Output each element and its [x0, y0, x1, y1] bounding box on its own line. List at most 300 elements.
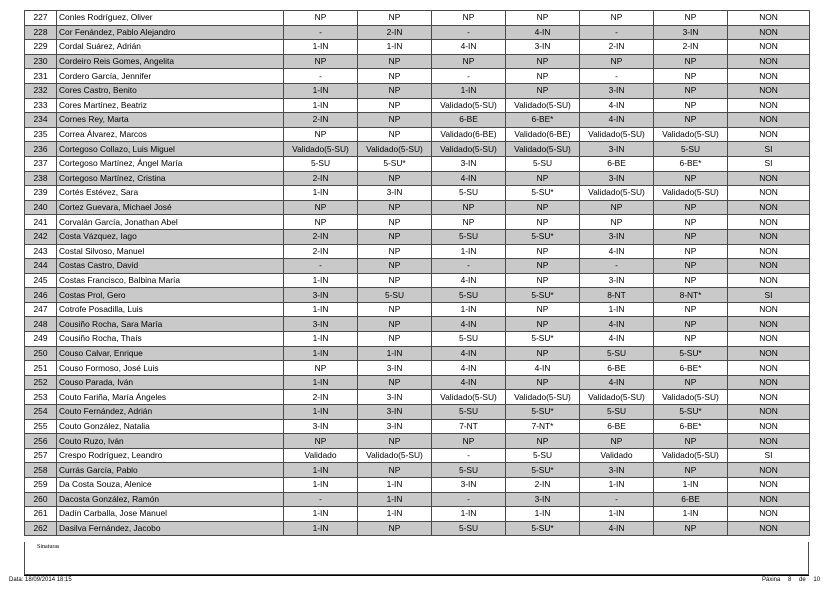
- table-row: [25, 419, 810, 434]
- grade-cell-5: Validado(5-SU): [580, 127, 654, 142]
- final-status-cell: NON: [728, 302, 810, 317]
- row-number: 262: [25, 521, 57, 536]
- footer-divider: [24, 575, 809, 576]
- grade-cell-2: 3-IN: [358, 419, 432, 434]
- final-status-cell: NON: [728, 25, 810, 40]
- student-name: Cortegoso Martínez, Cristina: [57, 171, 284, 186]
- row-number: 238: [25, 171, 57, 186]
- grade-cell-2: 5-SU: [358, 288, 432, 303]
- grade-cell-5: Validado: [580, 448, 654, 463]
- grade-cell-2: NP: [358, 463, 432, 478]
- grade-cell-4: Validado(6-BE): [506, 127, 580, 142]
- grade-cell-2: NP: [358, 521, 432, 536]
- grade-cell-2: 3-IN: [358, 405, 432, 420]
- grade-cell-4: 5-SU: [506, 156, 580, 171]
- grade-cell-6: 5-SU*: [654, 346, 728, 361]
- table-row: [25, 434, 810, 449]
- row-number: 252: [25, 375, 57, 390]
- grade-cell-1: 5-SU: [284, 156, 358, 171]
- final-status-cell: SI: [728, 288, 810, 303]
- final-status-cell: NON: [728, 69, 810, 84]
- row-number: 247: [25, 302, 57, 317]
- grade-cell-2: NP: [358, 98, 432, 113]
- student-name: Cousiño Rocha, Thaís: [57, 332, 284, 347]
- grade-cell-2: 2-IN: [358, 25, 432, 40]
- table-row: [25, 98, 810, 113]
- row-number: 239: [25, 186, 57, 201]
- row-number: 243: [25, 244, 57, 259]
- final-status-cell: NON: [728, 113, 810, 128]
- grade-cell-1: 1-IN: [284, 40, 358, 55]
- grade-cell-1: 3-IN: [284, 288, 358, 303]
- grade-cell-1: NP: [284, 200, 358, 215]
- grade-cell-2: NP: [358, 317, 432, 332]
- row-number: 234: [25, 113, 57, 128]
- grade-cell-2: NP: [358, 244, 432, 259]
- table-row: [25, 259, 810, 274]
- grade-cell-5: Validado(5-SU): [580, 390, 654, 405]
- grade-cell-4: Validado(5-SU): [506, 142, 580, 157]
- grade-cell-1: NP: [284, 11, 358, 26]
- student-name: Correa Álvarez, Marcos: [57, 127, 284, 142]
- student-name: Cornes Rey, Marta: [57, 113, 284, 128]
- grade-cell-2: NP: [358, 83, 432, 98]
- table-row: [25, 448, 810, 463]
- grade-cell-3: -: [432, 25, 506, 40]
- grade-cell-5: 4-IN: [580, 244, 654, 259]
- grade-cell-1: 2-IN: [284, 171, 358, 186]
- student-name: Crespo Rodríguez, Leandro: [57, 448, 284, 463]
- grade-cell-6: NP: [654, 317, 728, 332]
- student-name: Cortés Estévez, Sara: [57, 186, 284, 201]
- final-status-cell: NON: [728, 390, 810, 405]
- student-name: Costa Vázquez, Iago: [57, 229, 284, 244]
- row-number: 236: [25, 142, 57, 157]
- grade-cell-3: Validado(5-SU): [432, 98, 506, 113]
- student-name: Couso Formoso, José Luis: [57, 361, 284, 376]
- final-status-cell: NON: [728, 215, 810, 230]
- row-number: 235: [25, 127, 57, 142]
- grade-cell-4: Validado(5-SU): [506, 390, 580, 405]
- table-row: [25, 229, 810, 244]
- row-number: 253: [25, 390, 57, 405]
- student-name: Couto González, Natalia: [57, 419, 284, 434]
- student-name: Couto Fariña, María Ángeles: [57, 390, 284, 405]
- final-status-cell: NON: [728, 507, 810, 522]
- grade-cell-5: NP: [580, 11, 654, 26]
- footer-date: [9, 577, 72, 583]
- final-status-cell: SI: [728, 448, 810, 463]
- grade-cell-4: 5-SU*: [506, 186, 580, 201]
- final-status-cell: NON: [728, 171, 810, 186]
- row-number: 246: [25, 288, 57, 303]
- grade-cell-2: NP: [358, 229, 432, 244]
- grade-cell-2: NP: [358, 200, 432, 215]
- table-row: [25, 273, 810, 288]
- row-number: 228: [25, 25, 57, 40]
- grade-cell-6: 6-BE*: [654, 361, 728, 376]
- grade-cell-1: NP: [284, 361, 358, 376]
- row-number: 249: [25, 332, 57, 347]
- footer-date-label: Data:: [9, 577, 24, 583]
- grade-cell-4: 3-IN: [506, 492, 580, 507]
- table-row: [25, 521, 810, 536]
- final-status-cell: NON: [728, 478, 810, 493]
- grade-cell-4: 5-SU: [506, 448, 580, 463]
- grade-cell-6: NP: [654, 113, 728, 128]
- student-name: Cordero García, Jennifer: [57, 69, 284, 84]
- row-number: 241: [25, 215, 57, 230]
- final-status-cell: SI: [728, 142, 810, 157]
- grade-cell-1: 1-IN: [284, 507, 358, 522]
- grade-cell-4: NP: [506, 317, 580, 332]
- final-status-cell: NON: [728, 83, 810, 98]
- grade-cell-6: Validado(5-SU): [654, 448, 728, 463]
- grade-cell-1: 1-IN: [284, 405, 358, 420]
- grade-cell-5: 6-BE: [580, 156, 654, 171]
- final-status-cell: NON: [728, 244, 810, 259]
- grade-cell-2: NP: [358, 54, 432, 69]
- grade-cell-2: NP: [358, 332, 432, 347]
- row-number: 254: [25, 405, 57, 420]
- grade-cell-4: NP: [506, 171, 580, 186]
- final-status-cell: NON: [728, 332, 810, 347]
- student-name: Cortez Guevara, Michael José: [57, 200, 284, 215]
- grade-cell-3: 5-SU: [432, 521, 506, 536]
- grade-cell-4: 5-SU*: [506, 229, 580, 244]
- grade-cell-5: NP: [580, 200, 654, 215]
- grade-cell-3: 1-IN: [432, 507, 506, 522]
- grade-cell-1: 1-IN: [284, 186, 358, 201]
- row-number: 258: [25, 463, 57, 478]
- table-row: [25, 478, 810, 493]
- grade-cell-6: NP: [654, 215, 728, 230]
- grade-cell-2: NP: [358, 259, 432, 274]
- grade-cell-2: NP: [358, 215, 432, 230]
- grade-cell-6: NP: [654, 54, 728, 69]
- grade-cell-4: 4-IN: [506, 25, 580, 40]
- grade-cell-2: 1-IN: [358, 492, 432, 507]
- grade-cell-1: Validado(5-SU): [284, 142, 358, 157]
- footer-page-indicator: [762, 577, 826, 583]
- grade-cell-2: Validado(5-SU): [358, 142, 432, 157]
- grade-cell-6: NP: [654, 171, 728, 186]
- student-name: Conles Rodríguez, Oliver: [57, 11, 284, 26]
- grade-cell-5: 2-IN: [580, 40, 654, 55]
- grade-cell-3: Validado(5-SU): [432, 142, 506, 157]
- grade-cell-4: 6-BE*: [506, 113, 580, 128]
- grade-cell-5: NP: [580, 54, 654, 69]
- grade-cell-4: NP: [506, 215, 580, 230]
- grade-cell-1: 2-IN: [284, 113, 358, 128]
- table-row: [25, 215, 810, 230]
- final-status-cell: NON: [728, 361, 810, 376]
- grade-cell-3: NP: [432, 434, 506, 449]
- student-name: Costas Castro, David: [57, 259, 284, 274]
- grade-cell-2: NP: [358, 127, 432, 142]
- table-row: [25, 113, 810, 128]
- row-number: 251: [25, 361, 57, 376]
- row-number: 255: [25, 419, 57, 434]
- footer-page-label: Páxina: [762, 577, 781, 583]
- grade-cell-5: NP: [580, 215, 654, 230]
- grade-cell-1: NP: [284, 215, 358, 230]
- student-name: Cortegoso Martínez, Ángel María: [57, 156, 284, 171]
- final-status-cell: NON: [728, 434, 810, 449]
- final-status-cell: NON: [728, 375, 810, 390]
- table-row: [25, 288, 810, 303]
- final-status-cell: NON: [728, 229, 810, 244]
- table-row: [25, 346, 810, 361]
- student-name: Cor Fenández, Pablo Alejandro: [57, 25, 284, 40]
- grade-cell-6: Validado(5-SU): [654, 186, 728, 201]
- grade-cell-5: Validado(5-SU): [580, 186, 654, 201]
- grade-cell-4: NP: [506, 375, 580, 390]
- student-name: Currás García, Pablo: [57, 463, 284, 478]
- grade-cell-6: NP: [654, 332, 728, 347]
- final-status-cell: NON: [728, 186, 810, 201]
- final-status-cell: NON: [728, 463, 810, 478]
- grade-cell-3: -: [432, 69, 506, 84]
- grade-cell-4: NP: [506, 244, 580, 259]
- student-name: Cores Martínez, Beatriz: [57, 98, 284, 113]
- table-row: [25, 317, 810, 332]
- grade-cell-6: 3-IN: [654, 25, 728, 40]
- student-name: Dadín Carballa, Jose Manuel: [57, 507, 284, 522]
- grade-cell-3: 4-IN: [432, 346, 506, 361]
- grade-cell-5: 1-IN: [580, 507, 654, 522]
- row-number: 230: [25, 54, 57, 69]
- student-name: Corvalán García, Jonathan Abel: [57, 215, 284, 230]
- grade-cell-3: 4-IN: [432, 361, 506, 376]
- grade-cell-3: NP: [432, 200, 506, 215]
- grade-cell-5: 5-SU: [580, 405, 654, 420]
- final-status-cell: NON: [728, 259, 810, 274]
- grade-cell-4: NP: [506, 302, 580, 317]
- footer-page-of-label: de: [799, 577, 806, 583]
- table-row: [25, 83, 810, 98]
- grade-cell-5: -: [580, 259, 654, 274]
- row-number: 242: [25, 229, 57, 244]
- table-row: [25, 463, 810, 478]
- table-row: [25, 390, 810, 405]
- table-row: [25, 11, 810, 26]
- row-number: 231: [25, 69, 57, 84]
- table-row: [25, 25, 810, 40]
- grade-cell-6: NP: [654, 434, 728, 449]
- student-name: Couso Calvar, Enrique: [57, 346, 284, 361]
- grade-cell-6: 5-SU: [654, 142, 728, 157]
- student-name: Cordeiro Reis Gomes, Angelita: [57, 54, 284, 69]
- grade-cell-5: -: [580, 69, 654, 84]
- grade-cell-2: NP: [358, 302, 432, 317]
- grade-cell-3: 5-SU: [432, 463, 506, 478]
- student-name: Cores Castro, Benito: [57, 83, 284, 98]
- final-status-cell: NON: [728, 54, 810, 69]
- footer-date-value: 18/09/2014 18:15: [25, 577, 72, 583]
- grade-cell-6: NP: [654, 302, 728, 317]
- table-row: [25, 171, 810, 186]
- student-name: Cordal Suárez, Adrián: [57, 40, 284, 55]
- grade-cell-2: NP: [358, 69, 432, 84]
- student-name: Costas Francisco, Balbina María: [57, 273, 284, 288]
- grade-cell-6: 8-NT*: [654, 288, 728, 303]
- table-row: [25, 405, 810, 420]
- grade-cell-2: 3-IN: [358, 390, 432, 405]
- grade-cell-3: 5-SU: [432, 229, 506, 244]
- grade-cell-1: 1-IN: [284, 332, 358, 347]
- table-row: [25, 69, 810, 84]
- student-name: Cotrofe Posadilla, Luis: [57, 302, 284, 317]
- grade-cell-5: 3-IN: [580, 142, 654, 157]
- grade-cell-4: NP: [506, 200, 580, 215]
- student-name: Costas Prol, Gero: [57, 288, 284, 303]
- grade-cell-3: 4-IN: [432, 171, 506, 186]
- table-row: [25, 40, 810, 55]
- grade-cell-2: NP: [358, 171, 432, 186]
- row-number: 248: [25, 317, 57, 332]
- grade-cell-5: 3-IN: [580, 273, 654, 288]
- grades-sheet: [24, 10, 809, 536]
- final-status-cell: NON: [728, 273, 810, 288]
- grade-cell-3: 3-IN: [432, 156, 506, 171]
- grade-cell-6: NP: [654, 463, 728, 478]
- table-row: [25, 186, 810, 201]
- grade-cell-4: NP: [506, 54, 580, 69]
- signatures-box: [24, 542, 809, 575]
- grade-cell-3: 1-IN: [432, 302, 506, 317]
- grade-cell-5: 1-IN: [580, 302, 654, 317]
- grade-cell-3: Validado(6-BE): [432, 127, 506, 142]
- grade-cell-4: 1-IN: [506, 507, 580, 522]
- grade-cell-5: -: [580, 492, 654, 507]
- row-number: 261: [25, 507, 57, 522]
- grade-cell-6: NP: [654, 229, 728, 244]
- grade-cell-5: 3-IN: [580, 229, 654, 244]
- grade-cell-1: NP: [284, 127, 358, 142]
- student-name: Cousiño Rocha, Sara María: [57, 317, 284, 332]
- final-status-cell: NON: [728, 127, 810, 142]
- grade-cell-3: 1-IN: [432, 83, 506, 98]
- footer-page-total: 10: [813, 577, 821, 583]
- grade-cell-3: NP: [432, 54, 506, 69]
- grade-cell-3: -: [432, 259, 506, 274]
- grade-cell-3: 3-IN: [432, 478, 506, 493]
- grade-cell-5: 4-IN: [580, 98, 654, 113]
- grade-cell-1: 2-IN: [284, 244, 358, 259]
- table-row: [25, 302, 810, 317]
- grade-cell-1: 1-IN: [284, 273, 358, 288]
- table-row: [25, 332, 810, 347]
- grade-cell-2: NP: [358, 375, 432, 390]
- grade-cell-4: Validado(5-SU): [506, 98, 580, 113]
- grades-table-body: [25, 11, 810, 536]
- grade-cell-4: 7-NT*: [506, 419, 580, 434]
- final-status-cell: NON: [728, 11, 810, 26]
- row-number: 227: [25, 11, 57, 26]
- grade-cell-6: 6-BE*: [654, 156, 728, 171]
- grade-cell-6: NP: [654, 11, 728, 26]
- grade-cell-4: NP: [506, 83, 580, 98]
- grade-cell-5: 3-IN: [580, 171, 654, 186]
- grade-cell-5: 4-IN: [580, 317, 654, 332]
- grade-cell-3: 5-SU: [432, 332, 506, 347]
- grade-cell-6: NP: [654, 244, 728, 259]
- grade-cell-4: NP: [506, 69, 580, 84]
- table-row: [25, 127, 810, 142]
- student-name: Dacosta González, Ramón: [57, 492, 284, 507]
- grade-cell-4: 5-SU*: [506, 332, 580, 347]
- grade-cell-6: NP: [654, 273, 728, 288]
- grade-cell-3: 6-BE: [432, 113, 506, 128]
- grade-cell-2: 1-IN: [358, 507, 432, 522]
- grade-cell-6: 6-BE: [654, 492, 728, 507]
- final-status-cell: NON: [728, 492, 810, 507]
- grade-cell-1: 1-IN: [284, 521, 358, 536]
- grade-cell-3: Validado(5-SU): [432, 390, 506, 405]
- grade-cell-1: Validado: [284, 448, 358, 463]
- row-number: 244: [25, 259, 57, 274]
- grade-cell-5: 6-BE: [580, 361, 654, 376]
- row-number: 257: [25, 448, 57, 463]
- grade-cell-1: NP: [284, 54, 358, 69]
- row-number: 233: [25, 98, 57, 113]
- signatures-label: Sinaturas: [37, 544, 60, 550]
- grade-cell-2: 1-IN: [358, 346, 432, 361]
- student-name: Couto Fernández, Adrián: [57, 405, 284, 420]
- grade-cell-3: 1-IN: [432, 244, 506, 259]
- student-name: Costal Silvoso, Manuel: [57, 244, 284, 259]
- grade-cell-1: NP: [284, 434, 358, 449]
- final-status-cell: NON: [728, 405, 810, 420]
- grade-cell-6: NP: [654, 200, 728, 215]
- grade-cell-5: 3-IN: [580, 463, 654, 478]
- grade-cell-6: NP: [654, 521, 728, 536]
- grade-cell-6: NP: [654, 375, 728, 390]
- grade-cell-5: 4-IN: [580, 521, 654, 536]
- row-number: 256: [25, 434, 57, 449]
- grade-cell-2: NP: [358, 113, 432, 128]
- grade-cell-3: 4-IN: [432, 40, 506, 55]
- grade-cell-5: NP: [580, 434, 654, 449]
- student-name: Cortegoso Collazo, Luis Miguel: [57, 142, 284, 157]
- grade-cell-4: 3-IN: [506, 40, 580, 55]
- grade-cell-3: 7-NT: [432, 419, 506, 434]
- grade-cell-4: NP: [506, 346, 580, 361]
- grade-cell-2: Validado(5-SU): [358, 448, 432, 463]
- grade-cell-4: 5-SU*: [506, 405, 580, 420]
- grade-cell-5: 6-BE: [580, 419, 654, 434]
- table-row: [25, 361, 810, 376]
- row-number: 245: [25, 273, 57, 288]
- grade-cell-3: 5-SU: [432, 405, 506, 420]
- row-number: 237: [25, 156, 57, 171]
- grade-cell-5: 4-IN: [580, 375, 654, 390]
- final-status-cell: NON: [728, 40, 810, 55]
- grade-cell-1: 1-IN: [284, 302, 358, 317]
- grade-cell-1: 2-IN: [284, 229, 358, 244]
- grade-cell-4: NP: [506, 11, 580, 26]
- grades-table: [24, 10, 810, 536]
- grade-cell-2: NP: [358, 434, 432, 449]
- footer-page-current: 8: [788, 577, 792, 583]
- grade-cell-6: NP: [654, 259, 728, 274]
- grade-cell-6: Validado(5-SU): [654, 390, 728, 405]
- final-status-cell: NON: [728, 346, 810, 361]
- grade-cell-2: 3-IN: [358, 186, 432, 201]
- grade-cell-3: 4-IN: [432, 273, 506, 288]
- grade-cell-6: 1-IN: [654, 507, 728, 522]
